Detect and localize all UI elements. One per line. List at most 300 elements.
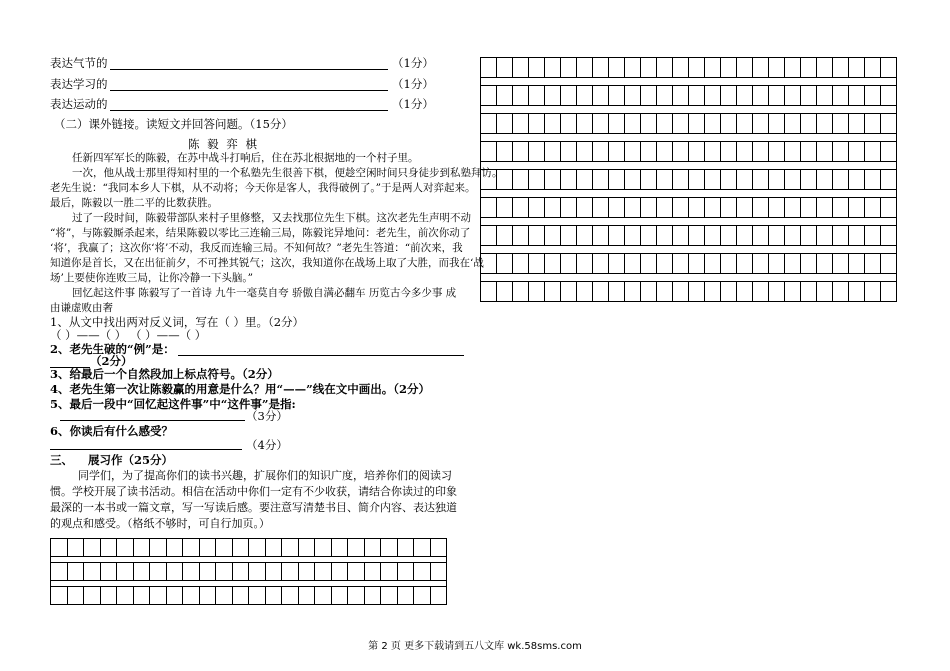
grid-cell[interactable] [769,282,785,302]
grid-cell[interactable] [167,539,184,557]
grid-cell[interactable] [641,170,657,190]
grid-cell[interactable] [865,254,881,274]
grid-cell[interactable] [513,142,529,162]
grid-cell[interactable] [625,170,641,190]
grid-cell[interactable] [365,539,382,557]
writing-grid-right[interactable] [480,57,897,302]
grid-cell[interactable] [513,282,529,302]
grid-cell[interactable] [529,86,545,106]
grid-cell[interactable] [577,170,593,190]
grid-cell[interactable] [801,226,817,246]
grid-cell[interactable] [117,587,134,605]
grid-cell[interactable] [561,58,577,78]
grid-cell[interactable] [577,226,593,246]
grid-cell[interactable] [365,563,382,581]
grid-cell[interactable] [497,282,513,302]
grid-cell[interactable] [577,142,593,162]
grid-cell[interactable] [657,254,673,274]
grid-cell[interactable] [497,114,513,134]
grid-cell[interactable] [513,114,529,134]
grid-cell[interactable] [737,114,753,134]
grid-cell[interactable] [689,142,705,162]
grid-cell[interactable] [51,587,68,605]
grid-cell[interactable] [545,282,561,302]
grid-cell[interactable] [577,114,593,134]
grid-cell[interactable] [282,587,299,605]
grid-cell[interactable] [753,254,769,274]
grid-cell[interactable] [881,226,897,246]
grid-cell[interactable] [833,282,849,302]
grid-cell[interactable] [513,226,529,246]
grid-cell[interactable] [513,198,529,218]
grid-cell[interactable] [817,86,833,106]
grid-cell[interactable] [625,86,641,106]
grid-cell[interactable] [529,198,545,218]
grid-cell[interactable] [737,254,753,274]
grid-cell[interactable] [101,563,118,581]
grid-cell[interactable] [200,539,217,557]
grid-cell[interactable] [561,226,577,246]
grid-cell[interactable] [849,58,865,78]
grid-cell[interactable] [183,587,200,605]
grid-cell[interactable] [431,587,448,605]
grid-cell[interactable] [609,254,625,274]
grid-cell[interactable] [769,58,785,78]
grid-cell[interactable] [865,86,881,106]
grid-cell[interactable] [721,114,737,134]
grid-cell[interactable] [769,170,785,190]
grid-cell[interactable] [753,170,769,190]
grid-cell[interactable] [282,539,299,557]
grid-cell[interactable] [381,563,398,581]
grid-cell[interactable] [881,58,897,78]
grid-cell[interactable] [497,142,513,162]
grid-cell[interactable] [609,114,625,134]
grid-cell[interactable] [689,170,705,190]
grid-cell[interactable] [641,58,657,78]
grid-cell[interactable] [817,58,833,78]
grid-cell[interactable] [737,86,753,106]
grid-cell[interactable] [497,254,513,274]
grid-cell[interactable] [577,198,593,218]
grid-cell[interactable] [593,254,609,274]
grid-cell[interactable] [593,86,609,106]
grid-cell[interactable] [150,587,167,605]
grid-cell[interactable] [497,226,513,246]
grid-cell[interactable] [753,226,769,246]
grid-cell[interactable] [609,142,625,162]
grid-cell[interactable] [414,587,431,605]
grid-cell[interactable] [68,563,85,581]
grid-cell[interactable] [431,563,448,581]
grid-cell[interactable] [865,58,881,78]
grid-cell[interactable] [689,282,705,302]
grid-cell[interactable] [577,86,593,106]
grid-cell[interactable] [233,539,250,557]
grid-cell[interactable] [183,563,200,581]
grid-cell[interactable] [721,86,737,106]
grid-cell[interactable] [833,114,849,134]
grid-cell[interactable] [101,539,118,557]
grid-cell[interactable] [513,254,529,274]
grid-cell[interactable] [737,226,753,246]
grid-cell[interactable] [167,587,184,605]
grid-cell[interactable] [625,114,641,134]
grid-cell[interactable] [689,254,705,274]
grid-cell[interactable] [545,254,561,274]
grid-cell[interactable] [529,58,545,78]
grid-cell[interactable] [753,198,769,218]
grid-cell[interactable] [577,58,593,78]
grid-cell[interactable] [833,58,849,78]
grid-cell[interactable] [315,539,332,557]
grid-cell[interactable] [51,563,68,581]
grid-cell[interactable] [705,86,721,106]
grid-cell[interactable] [673,254,689,274]
grid-cell[interactable] [849,114,865,134]
grid-cell[interactable] [817,142,833,162]
grid-cell[interactable] [801,198,817,218]
grid-cell[interactable] [348,563,365,581]
grid-cell[interactable] [481,226,497,246]
grid-cell[interactable] [641,254,657,274]
grid-cell[interactable] [801,58,817,78]
grid-cell[interactable] [183,539,200,557]
grid-cell[interactable] [625,282,641,302]
grid-cell[interactable] [865,142,881,162]
grid-cell[interactable] [513,170,529,190]
grid-cell[interactable] [545,58,561,78]
grid-cell[interactable] [657,86,673,106]
grid-cell[interactable] [785,114,801,134]
fill-line-3-blank[interactable] [110,110,388,111]
grid-cell[interactable] [753,86,769,106]
grid-cell[interactable] [737,282,753,302]
grid-cell[interactable] [785,198,801,218]
grid-cell[interactable] [266,563,283,581]
grid-cell[interactable] [817,282,833,302]
question-6-blank[interactable] [50,449,242,450]
grid-cell[interactable] [431,539,448,557]
grid-cell[interactable] [737,142,753,162]
grid-cell[interactable] [833,142,849,162]
grid-cell[interactable] [216,539,233,557]
grid-cell[interactable] [641,114,657,134]
grid-cell[interactable] [641,198,657,218]
grid-cell[interactable] [529,170,545,190]
grid-cell[interactable] [529,142,545,162]
grid-cell[interactable] [249,587,266,605]
grid-cell[interactable] [721,226,737,246]
grid-cell[interactable] [881,114,897,134]
grid-cell[interactable] [609,170,625,190]
grid-cell[interactable] [737,198,753,218]
grid-cell[interactable] [545,142,561,162]
grid-cell[interactable] [721,282,737,302]
grid-cell[interactable] [593,58,609,78]
grid-cell[interactable] [753,58,769,78]
grid-cell[interactable] [117,539,134,557]
grid-cell[interactable] [641,282,657,302]
grid-cell[interactable] [769,198,785,218]
grid-cell[interactable] [249,539,266,557]
grid-cell[interactable] [721,198,737,218]
grid-cell[interactable] [513,58,529,78]
grid-cell[interactable] [68,587,85,605]
grid-cell[interactable] [849,254,865,274]
question-2-blank[interactable] [178,355,464,356]
grid-cell[interactable] [299,587,316,605]
grid-cell[interactable] [481,282,497,302]
grid-cell[interactable] [689,226,705,246]
grid-cell[interactable] [801,254,817,274]
grid-cell[interactable] [282,563,299,581]
grid-cell[interactable] [737,170,753,190]
grid-cell[interactable] [785,58,801,78]
grid-cell[interactable] [865,170,881,190]
grid-cell[interactable] [801,282,817,302]
grid-cell[interactable] [593,198,609,218]
grid-cell[interactable] [833,254,849,274]
grid-cell[interactable] [167,563,184,581]
grid-cell[interactable] [497,170,513,190]
grid-cell[interactable] [481,170,497,190]
grid-cell[interactable] [101,587,118,605]
grid-cell[interactable] [414,563,431,581]
grid-cell[interactable] [332,587,349,605]
grid-cell[interactable] [593,114,609,134]
grid-cell[interactable] [849,142,865,162]
grid-cell[interactable] [398,563,415,581]
grid-cell[interactable] [249,563,266,581]
grid-cell[interactable] [817,254,833,274]
grid-cell[interactable] [84,563,101,581]
grid-cell[interactable] [150,539,167,557]
grid-cell[interactable] [737,58,753,78]
grid-cell[interactable] [216,587,233,605]
grid-cell[interactable] [593,282,609,302]
grid-cell[interactable] [657,170,673,190]
grid-cell[interactable] [332,539,349,557]
grid-cell[interactable] [609,226,625,246]
grid-cell[interactable] [513,86,529,106]
grid-cell[interactable] [753,114,769,134]
grid-cell[interactable] [833,198,849,218]
grid-cell[interactable] [849,282,865,302]
grid-cell[interactable] [769,254,785,274]
grid-cell[interactable] [545,198,561,218]
grid-cell[interactable] [200,587,217,605]
grid-cell[interactable] [51,539,68,557]
grid-cell[interactable] [609,282,625,302]
grid-cell[interactable] [865,226,881,246]
grid-cell[interactable] [641,142,657,162]
grid-cell[interactable] [529,226,545,246]
grid-cell[interactable] [849,86,865,106]
grid-cell[interactable] [625,254,641,274]
grid-cell[interactable] [817,114,833,134]
grid-cell[interactable] [641,226,657,246]
grid-cell[interactable] [689,86,705,106]
grid-cell[interactable] [657,114,673,134]
grid-cell[interactable] [593,226,609,246]
grid-cell[interactable] [625,226,641,246]
grid-cell[interactable] [721,254,737,274]
grid-cell[interactable] [785,142,801,162]
grid-cell[interactable] [398,587,415,605]
grid-cell[interactable] [299,539,316,557]
grid-cell[interactable] [705,170,721,190]
grid-cell[interactable] [657,282,673,302]
grid-cell[interactable] [881,198,897,218]
grid-cell[interactable] [545,114,561,134]
grid-cell[interactable] [865,282,881,302]
grid-cell[interactable] [609,58,625,78]
grid-cell[interactable] [545,226,561,246]
grid-cell[interactable] [625,58,641,78]
grid-cell[interactable] [233,587,250,605]
grid-cell[interactable] [593,170,609,190]
grid-cell[interactable] [497,86,513,106]
grid-cell[interactable] [561,198,577,218]
grid-cell[interactable] [785,226,801,246]
grid-cell[interactable] [881,282,897,302]
grid-cell[interactable] [150,563,167,581]
grid-cell[interactable] [705,226,721,246]
grid-cell[interactable] [705,282,721,302]
grid-cell[interactable] [348,539,365,557]
grid-cell[interactable] [134,539,151,557]
grid-cell[interactable] [785,254,801,274]
grid-cell[interactable] [134,563,151,581]
grid-cell[interactable] [657,58,673,78]
grid-cell[interactable] [481,254,497,274]
grid-cell[interactable] [561,254,577,274]
grid-cell[interactable] [481,142,497,162]
grid-cell[interactable] [817,198,833,218]
grid-cell[interactable] [657,226,673,246]
writing-grid-bottom[interactable] [50,538,447,605]
grid-cell[interactable] [497,198,513,218]
grid-cell[interactable] [134,587,151,605]
grid-cell[interactable] [561,170,577,190]
grid-cell[interactable] [833,226,849,246]
grid-cell[interactable] [721,58,737,78]
grid-cell[interactable] [817,226,833,246]
grid-cell[interactable] [881,254,897,274]
grid-cell[interactable] [84,587,101,605]
grid-cell[interactable] [689,58,705,78]
grid-cell[interactable] [332,563,349,581]
grid-cell[interactable] [881,86,897,106]
grid-cell[interactable] [833,86,849,106]
grid-cell[interactable] [785,170,801,190]
grid-cell[interactable] [561,142,577,162]
grid-cell[interactable] [881,142,897,162]
grid-cell[interactable] [673,58,689,78]
grid-cell[interactable] [849,198,865,218]
grid-cell[interactable] [801,114,817,134]
grid-cell[interactable] [769,114,785,134]
fill-line-1-blank[interactable] [110,69,388,70]
grid-cell[interactable] [705,198,721,218]
grid-cell[interactable] [673,226,689,246]
grid-cell[interactable] [577,282,593,302]
grid-cell[interactable] [315,587,332,605]
grid-cell[interactable] [315,563,332,581]
grid-cell[interactable] [673,170,689,190]
grid-cell[interactable] [365,587,382,605]
grid-cell[interactable] [381,587,398,605]
grid-cell[interactable] [657,142,673,162]
grid-cell[interactable] [705,254,721,274]
grid-cell[interactable] [833,170,849,190]
grid-cell[interactable] [200,563,217,581]
grid-cell[interactable] [673,86,689,106]
grid-cell[interactable] [689,114,705,134]
grid-cell[interactable] [785,282,801,302]
grid-cell[interactable] [481,198,497,218]
grid-cell[interactable] [881,170,897,190]
grid-cell[interactable] [398,539,415,557]
grid-cell[interactable] [84,539,101,557]
question-1-pairs[interactable]: （ ）——（ ） （ ）——（ ） [50,328,207,342]
grid-cell[interactable] [657,198,673,218]
grid-cell[interactable] [641,86,657,106]
grid-cell[interactable] [561,282,577,302]
grid-cell[interactable] [497,58,513,78]
grid-cell[interactable] [545,86,561,106]
grid-cell[interactable] [117,563,134,581]
grid-cell[interactable] [561,86,577,106]
grid-cell[interactable] [673,114,689,134]
grid-cell[interactable] [785,86,801,106]
grid-cell[interactable] [801,170,817,190]
grid-cell[interactable] [266,539,283,557]
grid-cell[interactable] [481,86,497,106]
grid-cell[interactable] [721,170,737,190]
grid-cell[interactable] [609,86,625,106]
grid-cell[interactable] [689,198,705,218]
grid-cell[interactable] [753,282,769,302]
question-5-blank[interactable] [60,420,245,421]
grid-cell[interactable] [68,539,85,557]
grid-cell[interactable] [414,539,431,557]
grid-cell[interactable] [609,198,625,218]
grid-cell[interactable] [705,142,721,162]
grid-cell[interactable] [216,563,233,581]
fill-line-2-blank[interactable] [110,90,388,91]
grid-cell[interactable] [348,587,365,605]
grid-cell[interactable] [545,170,561,190]
grid-cell[interactable] [849,226,865,246]
grid-cell[interactable] [801,86,817,106]
grid-cell[interactable] [529,254,545,274]
grid-cell[interactable] [529,114,545,134]
grid-cell[interactable] [593,142,609,162]
grid-cell[interactable] [625,142,641,162]
grid-cell[interactable] [233,563,250,581]
grid-cell[interactable] [865,198,881,218]
grid-cell[interactable] [577,254,593,274]
grid-cell[interactable] [561,114,577,134]
grid-cell[interactable] [266,587,283,605]
grid-cell[interactable] [481,58,497,78]
grid-cell[interactable] [673,282,689,302]
grid-cell[interactable] [865,114,881,134]
grid-cell[interactable] [817,170,833,190]
grid-cell[interactable] [705,114,721,134]
